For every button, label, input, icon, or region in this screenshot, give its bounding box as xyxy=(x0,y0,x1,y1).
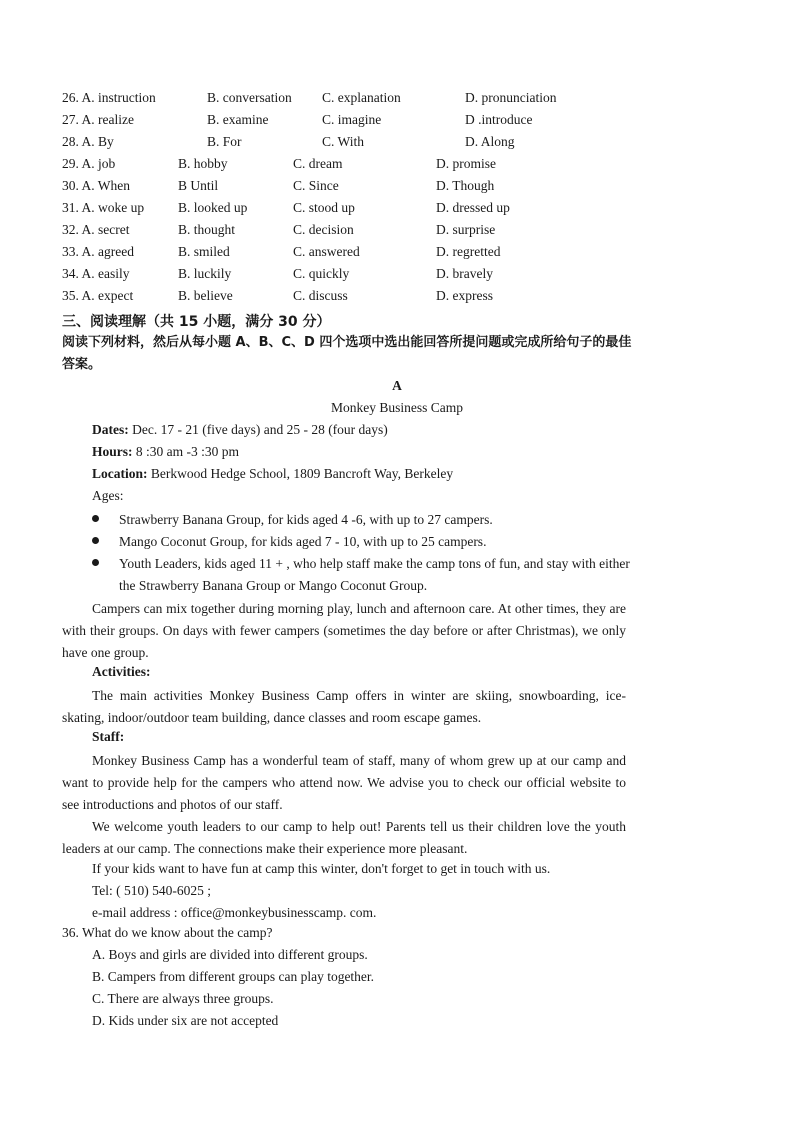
activities-label: Activities: xyxy=(92,664,151,679)
option-row xyxy=(0,90,794,110)
option-row xyxy=(0,134,794,154)
contact-line: If your kids want to have fun at camp this winter, don't forget to get in touch with us. xyxy=(92,861,551,876)
option-c: C. answered xyxy=(293,244,360,259)
option-b: B. hobby xyxy=(178,156,228,171)
option-b: B Until xyxy=(178,178,219,193)
ages-label: Ages: xyxy=(92,488,124,503)
option-a: 30. A. When xyxy=(62,178,130,193)
option-a: 27. A. realize xyxy=(62,112,134,127)
location-label: Location: xyxy=(92,466,148,481)
option-d: D. pronunciation xyxy=(465,90,557,105)
option-a: 34. A. easily xyxy=(62,266,130,281)
question-option-b: B. Campers from different groups can play together. xyxy=(92,969,375,984)
option-d: D .introduce xyxy=(465,112,533,127)
passage-title: Monkey Business Camp xyxy=(330,400,463,415)
option-row xyxy=(0,112,794,132)
option-b: B. For xyxy=(207,134,242,149)
option-c: C. decision xyxy=(293,222,354,237)
location-line xyxy=(92,466,453,482)
bullet-item: Mango Coconut Group, for kids aged 7 - 10, with up to 25 campers. xyxy=(119,534,487,549)
bullet-item: Strawberry Banana Group, for kids aged 4 -6, with up to 27 campers. xyxy=(119,512,493,527)
option-b: B. conversation xyxy=(207,90,292,105)
option-c: C. With xyxy=(322,134,364,149)
bullet-icon xyxy=(92,515,99,522)
option-row xyxy=(0,222,794,242)
option-d: D. express xyxy=(436,288,493,303)
paragraph-activities: The main activities Monkey Business Camp offers in winter are skiing, snowboarding, ice-skating, indoor/outdoor team building, dance classes and room escape games. xyxy=(62,688,626,725)
hours-line xyxy=(92,444,239,460)
option-b: B. looked up xyxy=(178,200,248,215)
dates-value: Dec. 17 - 21 (five days) and 25 - 28 (four days) xyxy=(128,422,388,437)
option-a: 33. A. agreed xyxy=(62,244,134,259)
option-a: 31. A. woke up xyxy=(62,200,145,215)
option-a: 32. A. secret xyxy=(62,222,130,237)
option-c: C. quickly xyxy=(293,266,350,281)
bullet-icon xyxy=(92,559,99,566)
hours-value: 8 :30 am -3 :30 pm xyxy=(132,444,239,459)
option-c: C. explanation xyxy=(322,90,401,105)
option-row xyxy=(0,200,794,220)
tel-line: Tel: ( 510) 540-6025 ; xyxy=(92,883,212,898)
option-d: D. regretted xyxy=(436,244,501,259)
option-c: C. dream xyxy=(293,156,343,171)
option-c: C. imagine xyxy=(322,112,382,127)
option-d: D. surprise xyxy=(436,222,496,237)
hours-label: Hours: xyxy=(92,444,133,459)
option-a: 29. A. job xyxy=(62,156,116,171)
option-b: B. examine xyxy=(207,112,269,127)
option-d: D. Along xyxy=(465,134,515,149)
option-d: D. Though xyxy=(436,178,495,193)
option-row xyxy=(0,288,794,308)
option-a: 35. A. expect xyxy=(62,288,134,303)
passage-letter: A xyxy=(392,378,402,393)
question-option-d: D. Kids under six are not accepted xyxy=(92,1013,279,1028)
option-d: D. bravely xyxy=(436,266,493,281)
option-row xyxy=(0,178,794,198)
dates-label: Dates: xyxy=(92,422,129,437)
option-b: B. believe xyxy=(178,288,233,303)
option-b: B. thought xyxy=(178,222,236,237)
paragraph-staff: Monkey Business Camp has a wonderful team of staff, many of whom grew up at our camp and want to provide help for the campers who attend now. We advise you to check our official website to see introductions and photos of our staff. xyxy=(62,753,626,812)
paragraph-groups: Campers can mix together during morning play, lunch and afternoon care. At other times, they are with their groups. On days with fewer campers (sometimes the day before or after Christmas), we only have one group. xyxy=(62,601,626,660)
option-b: B. luckily xyxy=(178,266,232,281)
option-a: 26. A. instruction xyxy=(62,90,156,105)
option-row xyxy=(0,244,794,264)
section-title: 三、阅读理解（共 15 小题，满分 30 分） xyxy=(62,314,331,330)
email-line: e-mail address : office@monkeybusinesscamp. com. xyxy=(92,905,377,920)
option-c: C. discuss xyxy=(293,288,348,303)
option-row xyxy=(0,266,794,286)
paragraph-youth-leaders: We welcome youth leaders to our camp to help out! Parents tell us their children love the youth leaders at our camp. The connections make their experience more pleasant. xyxy=(62,819,626,856)
location-value: Berkwood Hedge School, 1809 Bancroft Way, Berkeley xyxy=(147,466,454,481)
option-d: D. promise xyxy=(436,156,496,171)
option-b: B. smiled xyxy=(178,244,230,259)
option-c: C. stood up xyxy=(293,200,355,215)
question-option-c: C. There are always three groups. xyxy=(92,991,274,1006)
option-a: 28. A. By xyxy=(62,134,114,149)
option-c: C. Since xyxy=(293,178,339,193)
staff-label: Staff: xyxy=(92,729,125,744)
option-row xyxy=(0,156,794,176)
bullet-item: Youth Leaders, kids aged 11 + , who help staff make the camp tons of fun, and stay with either the Strawberry Banana Group or Mango Coconut Group. xyxy=(119,556,630,593)
dates-line xyxy=(92,422,388,438)
option-d: D. dressed up xyxy=(436,200,510,215)
section-instruction: 阅读下列材料，然后从每小题 A、B、C、D 四个选项中选出能回答所提问题或完成所给句子的最佳答案。 xyxy=(62,335,632,372)
bullet-icon xyxy=(92,537,99,544)
question-option-a: A. Boys and girls are divided into different groups. xyxy=(92,947,368,962)
question-stem: 36. What do we know about the camp? xyxy=(62,925,273,940)
